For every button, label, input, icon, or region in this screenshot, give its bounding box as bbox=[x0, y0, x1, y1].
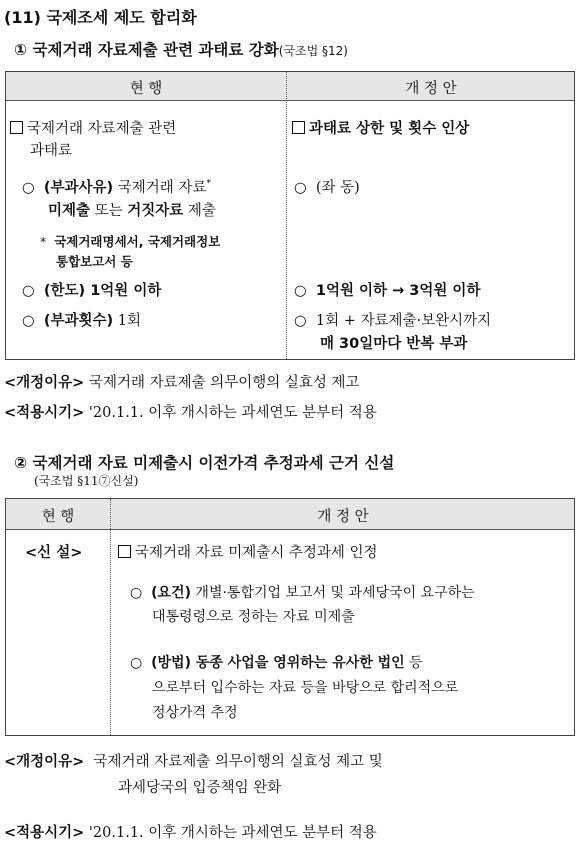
table1-col-revised: 개 정 안 bbox=[405, 81, 457, 97]
t2-revised-bullet2-line2: 으로부터 입수하는 자료 등을 바탕으로 합리적으로 bbox=[152, 680, 459, 696]
t1-revised-heading: 과태료 상한 및 횟수 인상 bbox=[292, 117, 469, 138]
t1-current-note-line2: 통합보고서 등 bbox=[56, 254, 133, 269]
checkbox-icon bbox=[292, 121, 305, 134]
bullet-icon: ○ bbox=[130, 655, 143, 671]
t2-revised-bullet1: ○ (요건) 개별·통합기업 보고서 및 과세당국이 요구하는 bbox=[130, 585, 475, 601]
item1-reason: <개정이유> 국제거래 자료제출 의무이행의 실효성 제고 bbox=[4, 375, 360, 391]
t1-current-bullet3: ○ (부과횟수) 1회 bbox=[22, 313, 142, 329]
item2-title: ② 국제거래 자료 미제출시 이전가격 추정과세 근거 신설 bbox=[14, 454, 395, 472]
bullet-icon: ○ bbox=[22, 180, 35, 196]
bullet-icon: ○ bbox=[22, 283, 35, 299]
item1-title-text: ① 국제거래 자료제출 관련 과태료 강화 bbox=[14, 41, 279, 59]
bullet-icon: ○ bbox=[294, 283, 307, 299]
section-title: (11) 국제조세 제도 합리화 bbox=[4, 8, 197, 27]
t1-current-heading: 국제거래 자료제출 관련 bbox=[10, 117, 176, 138]
table1-divider bbox=[286, 72, 287, 359]
asterisk-icon: * bbox=[40, 234, 47, 249]
item2-reason: <개정이유> 국제거래 자료제출 의무이행의 실효성 제고 및 bbox=[4, 754, 383, 770]
t1-current-heading-line2: 과태료 bbox=[30, 143, 73, 159]
item1-title bbox=[14, 38, 348, 60]
t2-revised-bullet2: ○ (방법) 동종 사업을 영위하는 유사한 법인 등 bbox=[130, 655, 423, 671]
checkbox-icon bbox=[118, 545, 131, 558]
table2-col-revised: 개 정 안 bbox=[317, 509, 369, 525]
table1-col-current: 현 행 bbox=[129, 81, 163, 97]
t2-revised-bullet1-line2: 대통령령으로 정하는 자료 미제출 bbox=[152, 609, 355, 625]
bullet-icon: ○ bbox=[130, 585, 143, 601]
table2-col-current: 현 행 bbox=[41, 509, 75, 525]
item1-law-ref: (국조법 §12) bbox=[278, 44, 348, 58]
item1-apply: <적용시기> '20.1.1. 이후 개시하는 과세연도 분부터 적용 bbox=[4, 405, 377, 421]
t1-current-note: * 국제거래명세서, 국제거래정보 bbox=[40, 234, 221, 249]
t1-revised-bullet1: ○ (좌 동) bbox=[294, 180, 360, 196]
t1-current-bullet1: ○ (부과사유) 국제거래 자료* bbox=[22, 179, 211, 196]
t1-current-bullet1-line2: 미제출 또는 거짓자료 제출 bbox=[48, 203, 216, 219]
item2-reason-line2: 과세당국의 입증책임 완화 bbox=[118, 780, 282, 796]
bullet-icon: ○ bbox=[22, 313, 35, 329]
t2-revised-bullet2-line3: 정상가격 추정 bbox=[152, 705, 238, 721]
t1-revised-bullet3: ○ 1회 + 자료제출·보완시까지 bbox=[294, 313, 492, 329]
t1-revised-bullet2: ○ 1억원 이하 → 3억원 이하 bbox=[294, 283, 481, 299]
bullet-icon: ○ bbox=[294, 180, 307, 196]
checkbox-icon bbox=[10, 121, 23, 134]
item2-law-ref: (국조법 §11⑦신설) bbox=[34, 474, 139, 488]
bullet-icon: ○ bbox=[294, 313, 307, 329]
t1-revised-bullet3-line2: 매 30일마다 반복 부과 bbox=[320, 336, 468, 352]
t1-current-bullet2: ○ (한도) 1억원 이하 bbox=[22, 283, 162, 299]
t2-current-new: <신 설> bbox=[25, 545, 83, 561]
table2-divider bbox=[110, 499, 111, 735]
t2-revised-heading: 국제거래 자료 미제출시 추정과세 인정 bbox=[118, 541, 378, 562]
item2-apply: <적용시기> '20.1.1. 이후 개시하는 과세연도 분부터 적용 bbox=[4, 825, 377, 841]
